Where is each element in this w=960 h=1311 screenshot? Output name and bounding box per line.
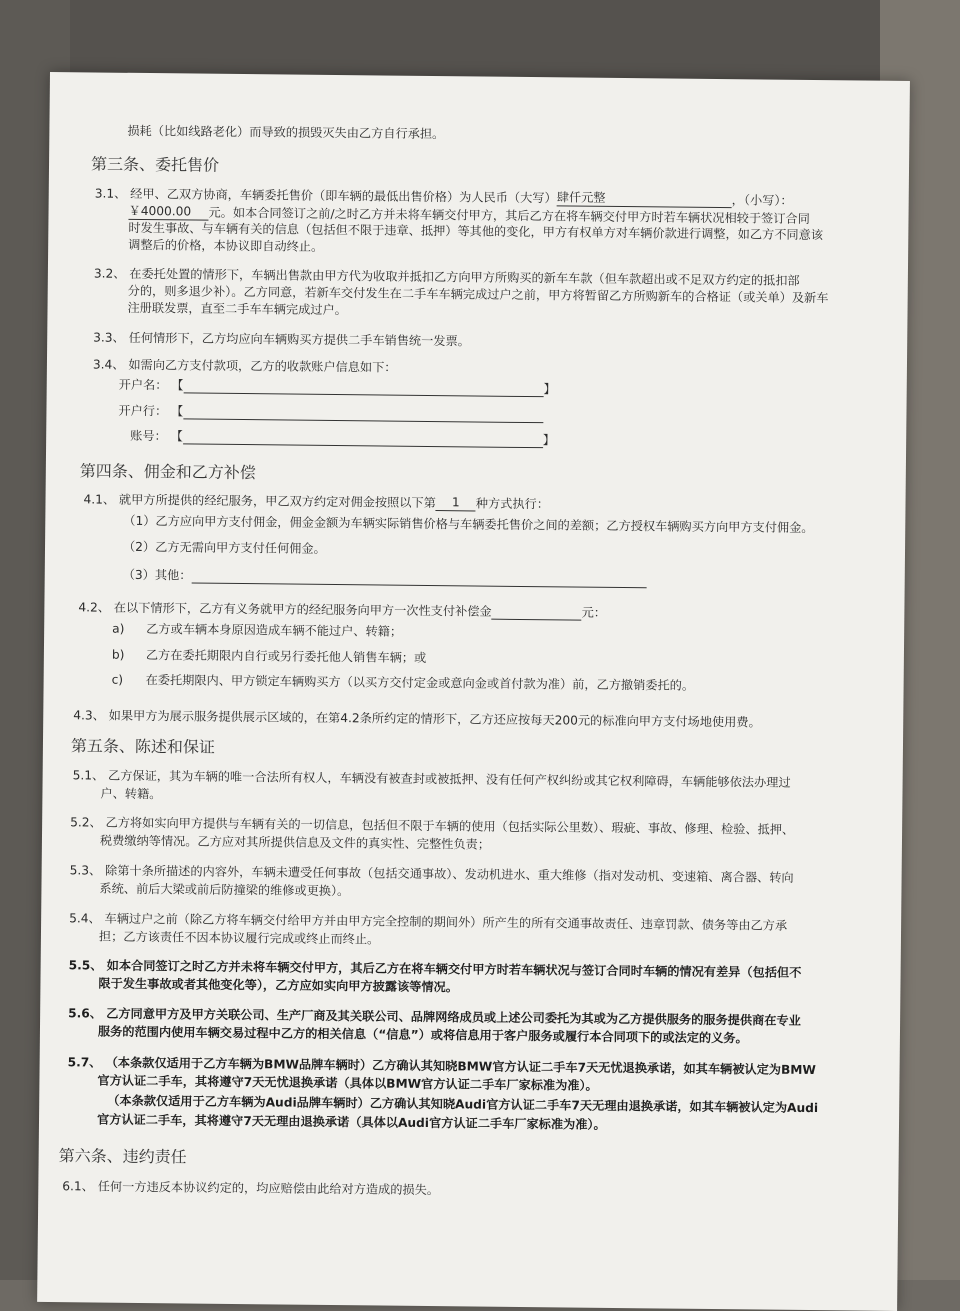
section-6-heading: 第六条、违约责任 <box>58 1146 187 1167</box>
clause-text: 乙方将如实向甲方提供与车辆有关的一切信息，包括但不限于车辆的使用（包括实际公里数）、瑕疵、事故、修理、检验、抵押、 <box>105 815 795 837</box>
clause-5-3-line-2: 系统、前后大梁或前后防撞梁的维修或更换）。 <box>99 881 350 899</box>
bracket: 】 <box>542 433 556 448</box>
option-label: （3）其他： <box>122 567 192 583</box>
clause-3-2-line-3: 注册联发票，直至二手车车辆完成过户。 <box>127 300 347 318</box>
bracket: 【 <box>171 378 184 393</box>
bracket: 【 <box>171 404 184 419</box>
item-text: 乙方在委托期限内自行或另行委托他人销售车辆；或 <box>145 648 427 665</box>
clause-text: 如需向乙方支付款项，乙方的收款账户信息如下： <box>128 357 397 375</box>
clause-text: 种方式执行： <box>475 496 550 512</box>
clause-5-5-line-2: 限于发生事故或者其他变化等），乙方应如实向甲方披露该等情况。 <box>98 976 459 995</box>
item-text: 乙方或车辆本身原因造成车辆不能过户、转籍； <box>146 622 403 639</box>
clause-text: 在以下情形下，乙方有义务就甲方的经纪服务向甲方一次性支付补偿金 <box>113 600 492 619</box>
price-in-words-field: 肆仟元整 <box>557 189 732 208</box>
clause-5-1-line-2: 户、转籍。 <box>100 786 162 802</box>
intro-line: 损耗（比如线路老化）而导致的损毁灭失由乙方自行承担。 <box>127 123 445 142</box>
condition-c <box>112 672 695 694</box>
clause-text: （本条款仅适用于乙方车辆为BMW品牌车辆时）乙方确认其知晓BMW官方认证二手车7天无忧退换承诺，如其车辆被认定为BMW <box>105 1055 816 1078</box>
clause-text: ，（小写）： <box>731 193 793 208</box>
account-number-field[interactable] <box>183 427 543 448</box>
clause-text: 如果甲方为展示服务提供展示区域的，在第4.2条所约定的情形下，乙方还应按每天200元的标准向甲方支付场地使用费。 <box>108 708 761 730</box>
clause-3-4 <box>93 356 397 375</box>
clause-number: 4.2、 <box>78 600 111 615</box>
commission-option-2: （2）乙方无需向甲方支付任何佣金。 <box>122 539 326 556</box>
compensation-amount-field[interactable] <box>492 603 582 621</box>
clause-number: 5.7、 <box>67 1055 102 1070</box>
item-label: b) <box>111 647 125 662</box>
clause-number: 5.2、 <box>70 815 102 830</box>
clause-3-2-line-2: 分的，则多退少补）。乙方同意，若新车交付发生在二手车车辆完成过户之前，甲方将暂留乙方所购新车的合格证（或关单）及新车 <box>127 283 829 306</box>
clause-text: 乙方保证，其为车辆的唯一合法所有权人，车辆没有被查封或被抵押、没有任何产权纠纷或其它权利障碍，车辆能够依法办理过 <box>108 768 791 790</box>
clause-4-2 <box>78 598 606 621</box>
clause-number: 5.3、 <box>69 863 102 878</box>
clause-4-3 <box>73 707 761 730</box>
item-label: a) <box>112 621 125 636</box>
other-option-field[interactable] <box>191 567 646 589</box>
section-4-heading: 第四条、佣金和乙方补偿 <box>79 461 256 483</box>
clause-4-1 <box>83 490 549 512</box>
clause-3-1-line-3: 时发生事故、与车辆有关的信息（包括但不限于违章、抵押）等其他的变化，甲方有权单方对车辆价款进行调整，如乙方不同意该 <box>128 220 824 243</box>
price-in-figures-field: ￥4000.00 <box>128 203 208 221</box>
clause-text: 就甲方所提供的经纪服务，甲乙双方约定对佣金按照以下第 <box>118 492 436 511</box>
condition-b <box>112 647 426 666</box>
account-name-field[interactable] <box>183 376 543 397</box>
clause-number: 5.1、 <box>72 768 105 783</box>
clause-text: 如本合同签订之时乙方并未将车辆交付甲方，其后乙方在将车辆交付甲方时若车辆状况与签订合同时车辆的情况有差异（包括但不 <box>106 958 802 980</box>
section-3-heading: 第三条、委托售价 <box>90 154 220 175</box>
clause-number: 4.3、 <box>73 708 105 723</box>
clause-5-7-line-4: 官方认证二手车，其将遵守7天无理由退换承诺（具体以Audi官方认证二手车厂家标准为准）。 <box>96 1112 606 1132</box>
condition-a <box>112 621 402 640</box>
clause-text: 元： <box>581 605 607 620</box>
clause-number: 4.1、 <box>83 492 116 507</box>
commission-option-1: （1）乙方应向甲方支付佣金，佣金金额为车辆实际销售价格与车辆委托售价之间的差额；乙方授权车辆购买方向甲方支付佣金。 <box>123 513 814 536</box>
item-label: c) <box>111 672 124 687</box>
clause-text: 任何情形下，乙方均应向车辆购买方提供二手车销售统一发票。 <box>128 330 470 349</box>
clause-6-1 <box>62 1178 439 1198</box>
clause-text: 经甲、乙双方协商，车辆委托售价（即车辆的最低出售价格）为人民币（大写） <box>130 186 557 206</box>
bracket: 】 <box>543 382 556 397</box>
clause-5-1-line-1 <box>73 767 791 791</box>
clause-3-1-line-4: 调整后的价格，本协议即自动终止。 <box>128 237 324 254</box>
clause-5-7-line-2: 官方认证二手车，其将遵守7天无忧退换承诺（具体以BMW官方认证二手车厂家标准为准）。 <box>97 1073 598 1093</box>
clause-number: 5.5、 <box>68 958 103 973</box>
commission-option-field: 1 <box>436 494 476 511</box>
clause-number: 3.4、 <box>92 357 125 372</box>
clause-text: 车辆过户之前（除乙方将车辆交付给甲方并由甲方完全控制的期间外）所产生的所有交通事故责任、违章罚款、债务等由乙方承 <box>104 911 788 933</box>
clause-text: 除第十条所描述的内容外，车辆未遭受任何事故（包括交通事故）、发动机进水、重大维修（指对发动机、变速箱、离合器、转向 <box>105 863 794 885</box>
clause-5-7-line-3: （本条款仅适用于乙方车辆为Audi品牌车辆时）乙方确认其知晓Audi官方认证二手车7天无理由退换承诺，如其车辆被认定为Audi <box>107 1093 819 1116</box>
commission-option-3 <box>123 566 647 588</box>
clause-text: 元。如本合同签订之前/之时乙方并未将车辆交付甲方，其后乙方在将车辆交付甲方时若车辆状况相较于签订合同 <box>208 205 810 226</box>
section-5-heading: 第五条、陈述和保证 <box>70 736 216 757</box>
item-text: 在委托期限内、甲方锁定车辆购买方（以买方交付定金或意向金或首付款为准）前，乙方撤销委托的。 <box>145 673 695 693</box>
account-name-label: 开户名： <box>118 377 168 393</box>
clause-5-6-line-2: 服务的范围内使用车辆交易过程中乙方的相关信息（“信息”）或将信息用于客户服务或履行本合同项下的或法定的义务。 <box>97 1024 748 1046</box>
account-bank-field[interactable] <box>183 402 543 423</box>
clause-number: 5.4、 <box>69 911 101 926</box>
bracket: 【 <box>170 429 183 444</box>
clause-text: 在委托处置的情形下，车辆出售款由甲方代为收取并抵扣乙方向甲方所购买的新车车款（但车款超出或不足双方约定的抵扣部 <box>129 266 800 288</box>
account-number-row <box>130 427 555 448</box>
clause-number: 5.6、 <box>68 1006 102 1021</box>
account-bank-label: 开户行： <box>118 403 168 419</box>
clause-number: 3.3、 <box>93 330 125 345</box>
clause-5-2-line-2: 税费缴纳等情况。乙方应对其所提供信息及文件的真实性、完整性负责； <box>99 833 491 852</box>
clause-5-4-line-2: 担；乙方该责任不因本协议履行完成或终止而终止。 <box>98 929 380 947</box>
clause-number: 3.1、 <box>94 186 127 201</box>
clause-3-3 <box>93 329 470 349</box>
clause-text: 任何一方违反本协议约定的，均应赔偿由此给对方造成的损失。 <box>97 1179 440 1198</box>
account-name-row <box>119 376 556 398</box>
clause-text: 乙方同意甲方及甲方关联公司、生产厂商及其关联公司、品牌网络成员或上述公司委托为其或为乙方提供服务的服务提供商在专业 <box>106 1006 801 1028</box>
account-bank-row <box>118 402 543 423</box>
clause-number: 6.1、 <box>62 1179 94 1194</box>
account-number-label: 账号： <box>130 428 167 444</box>
contract-body <box>58 122 867 1198</box>
clause-number: 3.2、 <box>93 266 126 281</box>
contract-page <box>37 72 910 1311</box>
